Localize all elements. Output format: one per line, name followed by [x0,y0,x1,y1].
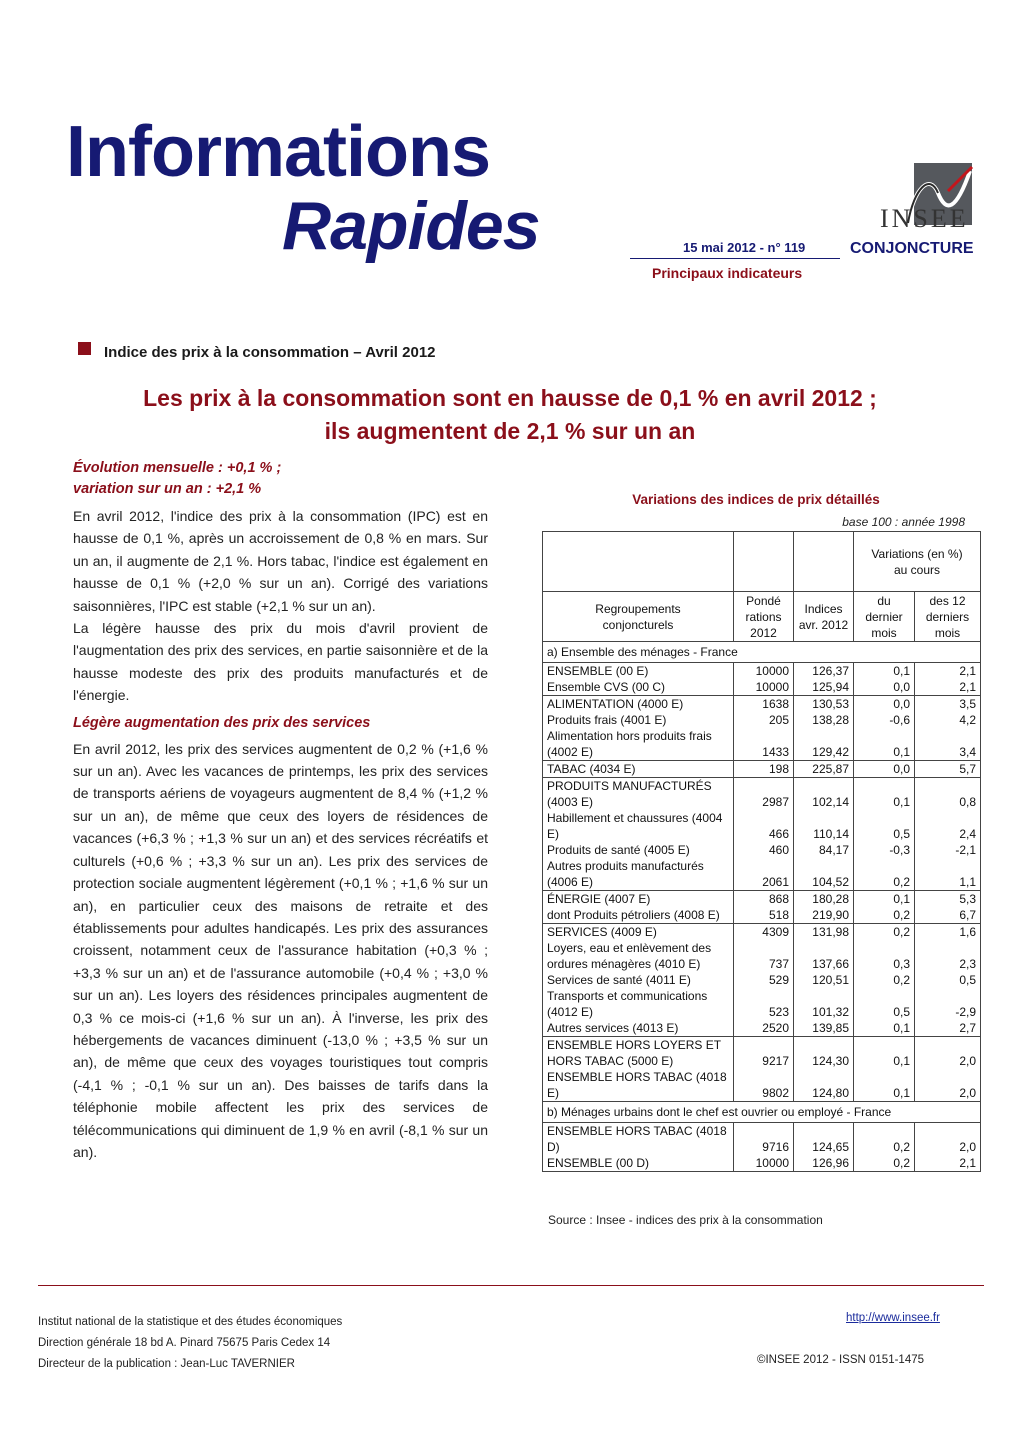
table-row [543,858,981,891]
table-row [543,940,981,972]
row-label: Autres services (4013 E) [543,1020,734,1037]
row-monthly-change: -0,6 [854,712,915,728]
row-index: 101,32 [794,988,854,1020]
row-weight: 9802 [734,1069,794,1102]
table-row [543,988,981,1020]
row-annual-change: 1,1 [915,858,981,891]
row-monthly-change: 0,0 [854,761,915,778]
row-monthly-change: 0,2 [854,907,915,924]
row-index: 138,28 [794,712,854,728]
row-weight: 868 [734,891,794,908]
row-monthly-change: 0,2 [854,924,915,941]
row-monthly-change: 0,1 [854,891,915,908]
table-row [543,1037,981,1070]
row-monthly-change: -0,3 [854,842,915,858]
row-label: ENSEMBLE HORS TABAC (4018 E) [543,1069,734,1102]
row-index: 124,80 [794,1069,854,1102]
row-index: 131,98 [794,924,854,941]
row-index: 139,85 [794,1020,854,1037]
footer-copyright: ©INSEE 2012 - ISSN 0151-1475 [757,1354,925,1366]
table-body-a [543,642,981,1102]
row-monthly-change: 0,1 [854,663,915,680]
header-weights: Pondé rations 2012 [734,592,794,642]
row-monthly-change: 0,3 [854,940,915,972]
row-annual-change: 3,5 [915,696,981,713]
row-label: PRODUITS MANUFACTURÉS (4003 E) [543,778,734,811]
table-row [543,842,981,858]
row-weight: 205 [734,712,794,728]
row-monthly-change: 0,1 [854,728,915,761]
subheading-monthly: Évolution mensuelle : +0,1 % ; [73,460,282,476]
paragraph-2: La légère hausse des prix du mois d'avril provient de l'augmentation des prix des services, en partie saisonnière et de la hausse modeste des prix des produits manufacturés et de l'énergie. [73,620,488,704]
row-annual-change: -2,9 [915,988,981,1020]
price-index-table [542,531,980,1172]
row-annual-change: 2,0 [915,1069,981,1102]
subheading-services: Légère augmentation des prix des services [73,714,371,731]
insee-logo-word: INSEE [880,204,969,233]
row-weight: 2520 [734,1020,794,1037]
row-weight: 529 [734,972,794,988]
insee-logo-conjoncture: CONJONCTURE [850,240,974,257]
row-monthly-change: 0,2 [854,1155,915,1172]
row-label: ÉNERGIE (4007 E) [543,891,734,908]
row-label: TABAC (4034 E) [543,761,734,778]
row-index: 180,28 [794,891,854,908]
table-row [543,778,981,811]
row-monthly-change: 0,0 [854,696,915,713]
table-source: Source : Insee - indices des prix à la consommation [548,1213,823,1227]
row-weight: 466 [734,810,794,842]
row-annual-change: 2,1 [915,1155,981,1172]
row-label: Produits de santé (4005 E) [543,842,734,858]
row-index: 104,52 [794,858,854,891]
row-annual-change: 6,7 [915,907,981,924]
headline [60,382,960,448]
row-weight: 198 [734,761,794,778]
header-groups: Regroupements conjoncturels [543,592,734,642]
table-row [543,924,981,941]
row-index: 130,53 [794,696,854,713]
table-row [543,696,981,713]
footer-website-link[interactable]: http://www.insee.fr [846,1312,940,1324]
row-weight: 2987 [734,778,794,811]
section-a-label: a) Ensemble des ménages - France [543,642,981,663]
row-monthly-change: 0,1 [854,1069,915,1102]
row-index: 126,37 [794,663,854,680]
row-index: 124,65 [794,1123,854,1156]
header-index: Indices avr. 2012 [794,592,854,642]
row-annual-change: 0,8 [915,778,981,811]
row-monthly-change: 0,2 [854,858,915,891]
row-annual-change: 1,6 [915,924,981,941]
row-weight: 737 [734,940,794,972]
row-index: 125,94 [794,679,854,696]
row-index: 110,14 [794,810,854,842]
table-row [543,663,981,680]
section-bullet-icon [78,342,91,355]
row-index: 124,30 [794,1037,854,1070]
row-monthly-change: 0,1 [854,1037,915,1070]
row-index: 120,51 [794,972,854,988]
row-index: 137,66 [794,940,854,972]
table-row [543,891,981,908]
row-annual-change: 2,0 [915,1037,981,1070]
headline-line-1: Les prix à la consommation sont en hausse de 0,1 % en avril 2012 ; [143,385,877,411]
table-row [543,761,981,778]
footer-line-1: Institut national de la statistique et des études économiques [38,1316,343,1328]
row-monthly-change: 0,2 [854,972,915,988]
footer-line-3: Directeur de la publication : Jean-Luc TAVERNIER [38,1358,295,1370]
row-label: ENSEMBLE (00 E) [543,663,734,680]
section-b-label: b) Ménages urbains dont le chef est ouvrier ou employé - France [543,1102,981,1123]
table-row [543,712,981,728]
row-label: Habillement et chaussures (4004 E) [543,810,734,842]
footer-rule [38,1285,984,1286]
footer-address [38,1312,342,1375]
row-weight: 4309 [734,924,794,941]
row-label: ENSEMBLE HORS TABAC (4018 D) [543,1123,734,1156]
row-monthly-change: 0,2 [854,1123,915,1156]
row-weight: 1433 [734,728,794,761]
row-label: Autres produits manufacturés (4006 E) [543,858,734,891]
row-monthly-change: 0,1 [854,778,915,811]
row-annual-change: 5,7 [915,761,981,778]
masthead-title-informations: Informations [66,112,491,192]
row-label: Ensemble CVS (00 C) [543,679,734,696]
row-index: 126,96 [794,1155,854,1172]
row-index: 102,14 [794,778,854,811]
row-label: SERVICES (4009 E) [543,924,734,941]
footer-line-2: Direction générale 18 bd A. Pinard 75675 Paris Cedex 14 [38,1337,331,1349]
header-variations: Variations (en %) au cours [854,532,981,592]
row-weight: 518 [734,907,794,924]
table-row [543,728,981,761]
paragraph-1: En avril 2012, l'indice des prix à la consommation (IPC) est en hausse de 0,1 %, après un accroissement de 0,8 % en mars. Sur un an, il augmente de 2,1 %. Hors tabac, l'indice est également en hausse de 0,1 % (+2,0 % sur un an). Corrigé des variations saisonnières, l'IPC est stable (+2,1 % sur un an). [73,508,488,614]
row-weight: 9716 [734,1123,794,1156]
table-row [543,679,981,696]
row-label: Transports et communications (4012 E) [543,988,734,1020]
masthead-rule [630,258,840,259]
table-row [543,1123,981,1156]
table-title: Variations des indices de prix détaillés [632,492,880,507]
table-body-b [543,1102,981,1172]
row-weight: 10000 [734,663,794,680]
row-monthly-change: 0,5 [854,988,915,1020]
row-label: ALIMENTATION (4000 E) [543,696,734,713]
row-label: ENSEMBLE (00 D) [543,1155,734,1172]
row-label: Services de santé (4011 E) [543,972,734,988]
row-monthly-change: 0,1 [854,1020,915,1037]
row-weight: 9217 [734,1037,794,1070]
row-label: ENSEMBLE HORS LOYERS ET HORS TABAC (5000 E) [543,1037,734,1070]
row-weight: 523 [734,988,794,1020]
row-index: 84,17 [794,842,854,858]
row-index: 129,42 [794,728,854,761]
row-label: Produits frais (4001 E) [543,712,734,728]
row-annual-change: 2,7 [915,1020,981,1037]
masthead-title-rapides: Rapides [282,188,540,264]
row-annual-change: 4,2 [915,712,981,728]
table-row [543,907,981,924]
table-row [543,1069,981,1102]
header-last-month: du dernier mois [854,592,915,642]
header-last-12: des 12 derniers mois [915,592,981,642]
subheading-annual: variation sur un an : +2,1 % [73,481,262,497]
headline-line-2: ils augmentent de 2,1 % sur un an [324,418,696,444]
row-annual-change: 2,1 [915,679,981,696]
table-base: base 100 : année 1998 [842,515,965,529]
row-weight: 2061 [734,858,794,891]
row-weight: 460 [734,842,794,858]
article-body [73,458,488,1163]
row-annual-change: -2,1 [915,842,981,858]
row-annual-change: 0,5 [915,972,981,988]
table-row [543,1155,981,1172]
row-monthly-change: 0,5 [854,810,915,842]
row-monthly-change: 0,0 [854,679,915,696]
row-weight: 10000 [734,679,794,696]
table-row [543,972,981,988]
row-weight: 10000 [734,1155,794,1172]
row-annual-change: 2,0 [915,1123,981,1156]
row-annual-change: 2,4 [915,810,981,842]
row-label: Alimentation hors produits frais (4002 E) [543,728,734,761]
row-annual-change: 2,1 [915,663,981,680]
row-annual-change: 3,4 [915,728,981,761]
masthead-subtitle: Principaux indicateurs [652,265,803,281]
table-row [543,810,981,842]
row-annual-change: 2,3 [915,940,981,972]
row-annual-change: 5,3 [915,891,981,908]
issue-number: 15 mai 2012 - n° 119 [683,240,806,255]
row-index: 225,87 [794,761,854,778]
table-row [543,1020,981,1037]
row-index: 219,90 [794,907,854,924]
paragraph-3: En avril 2012, les prix des services augmentent de 0,2 % (+1,6 % sur un an). Avec les vacances de printemps, les prix des services de transports aériens de voyageurs augmentent de 8,4 % (+1,2 % sur un an), de même que ceux des loyers de résidences de vacances (+6,3 % ; +1,3 % sur un an) et des services récréatifs et culturels (+0,6 % ; +3,3 % sur un an). Les prix des services de protection sociale augmentent légèrement (+0,1 % ; +1,6 % sur un an), en particulier ceux des maisons de retraite et des établissements pour adultes handicapés. Les prix des assurances croissent, notamment ceux de l'assurance habitation (+0,3 % ; +3,3 % sur un an) et de l'assurance automobile (+0,4 % ; +3,0 % sur un an). Les loyers des résidences principales augmentent de 0,3 % ce mois-ci (+1,6 % sur un an). À l'inverse, les prix des hébergements de vacances diminuent (-13,0 % ; +3,5 % sur un an), de même que ceux des voyages touristiques tout compris (-4,1 % ; -0,1 % sur un an). Des baisses de tarifs dans la téléphonie mobile affectent les prix des services de télécommunications qui diminuent de 1,9 % en avril (-8,1 % sur un an). [73,740,488,1160]
section-title: Indice des prix à la consommation – Avril 2012 [104,344,436,361]
row-weight: 1638 [734,696,794,713]
row-label: dont Produits pétroliers (4008 E) [543,907,734,924]
row-label: Loyers, eau et enlèvement des ordures ménagères (4010 E) [543,940,734,972]
